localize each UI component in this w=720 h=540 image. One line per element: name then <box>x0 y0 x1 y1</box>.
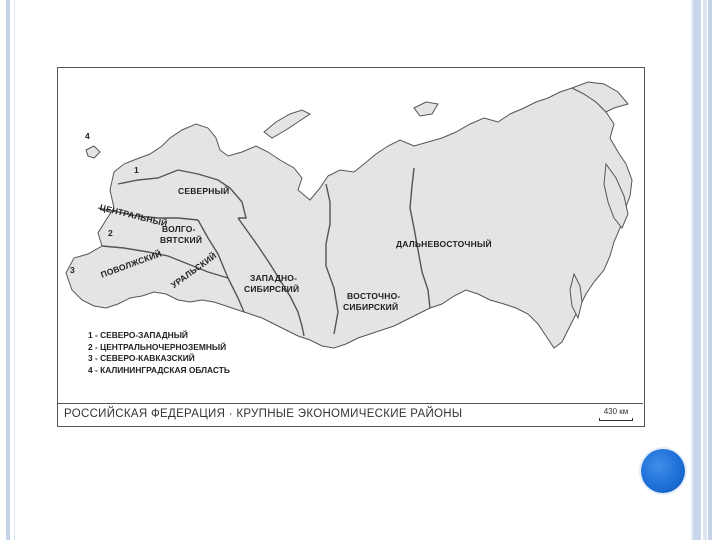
novaya-zemlya-island <box>264 110 310 138</box>
scale-line <box>599 418 633 421</box>
region-label-zapadno-1: ЗАПАДНО- <box>250 273 298 283</box>
legend-item: 1 - СЕВЕРО-ЗАПАДНЫЙ <box>88 330 188 340</box>
legend-item: 3 - СЕВЕРО-КАВКАЗСКИЙ <box>88 353 195 364</box>
region-label-povolzhsky: ПОВОЛЖСКИЙ <box>99 248 163 280</box>
map-panel <box>57 67 645 427</box>
region-label-vyatsky: ВЯТСКИЙ <box>160 235 203 245</box>
region-label-zapadno-2: СИБИРСКИЙ <box>244 284 300 294</box>
kaliningrad-exclave <box>86 146 100 158</box>
region-label-vostochno-2: СИБИРСКИЙ <box>343 302 399 312</box>
region-label-3: 3 <box>70 265 75 275</box>
region-label-dalnevostochny: ДАЛЬНЕВОСТОЧНЫЙ <box>396 239 492 249</box>
region-label-4: 4 <box>85 131 90 141</box>
scale-bar <box>597 407 635 421</box>
legend-item: 2 - ЦЕНТРАЛЬНОЧЕРНОЗЕМНЫЙ <box>88 341 227 352</box>
scale-label: 430 км <box>603 407 629 416</box>
map-caption: РОССИЙСКАЯ ФЕДЕРАЦИЯ · КРУПНЫЕ ЭКОНОМИЧЕСКИЕ РАЙОНЫ <box>64 408 463 420</box>
region-label-uralsky: УРАЛЬСКИЙ <box>169 250 219 291</box>
region-label-centralny: ЦЕНТРАЛЬНЫЙ <box>98 202 169 229</box>
legend-item: 4 - КАЛИНИНГРАДСКАЯ ОБЛАСТЬ <box>88 364 230 375</box>
region-label-volgo: ВОЛГО- <box>162 224 196 234</box>
map-legend <box>88 330 230 376</box>
map-caption-bar <box>58 403 643 426</box>
region-label-vostochno-1: ВОСТОЧНО- <box>347 291 401 301</box>
severnaya-zemlya-island <box>414 102 438 116</box>
region-label-1: 1 <box>134 165 139 175</box>
region-label-2: 2 <box>108 228 113 238</box>
slide-right-bar-accent <box>703 0 707 540</box>
slide-nav-button[interactable] <box>641 449 685 493</box>
slide-right-bar <box>691 0 701 540</box>
region-label-severny: СЕВЕРНЫЙ <box>178 186 230 196</box>
